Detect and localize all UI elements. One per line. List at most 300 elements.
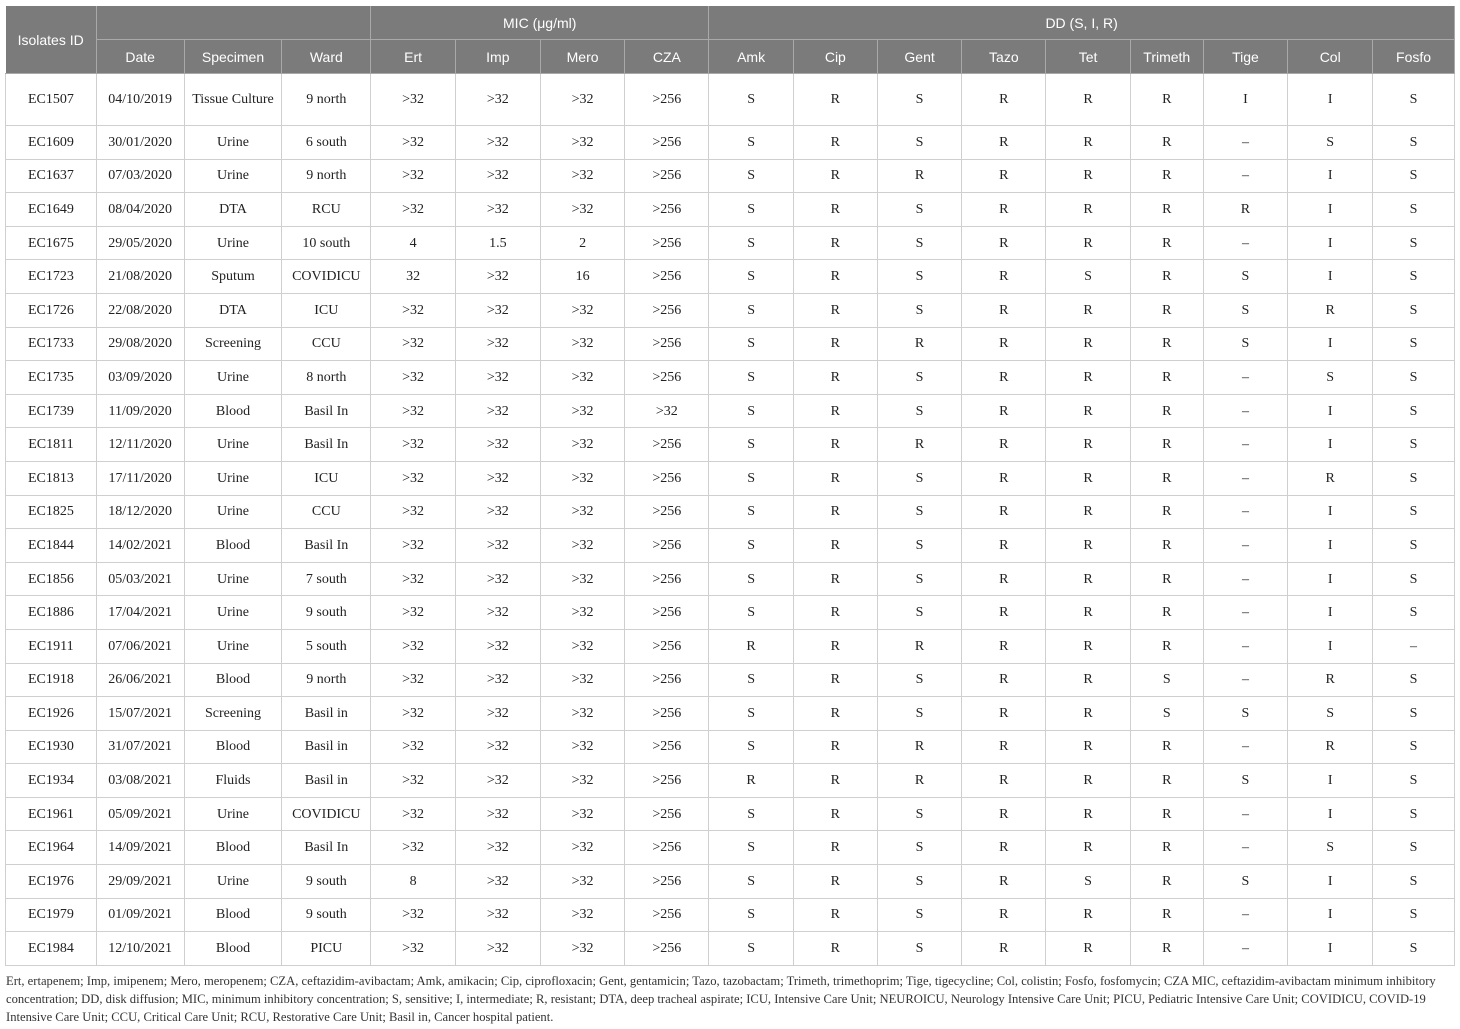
cell-dd-gent: S xyxy=(877,361,962,395)
cell-ward: ICU xyxy=(282,293,371,327)
cell-mic-mero: >32 xyxy=(540,293,625,327)
cell-dd-cip: R xyxy=(793,865,877,899)
cell-mic-cza: >256 xyxy=(625,898,709,932)
cell-dd-col: R xyxy=(1288,293,1373,327)
cell-dd-amk: S xyxy=(709,361,794,395)
header-dd-trimeth: Trimeth xyxy=(1130,40,1203,74)
cell-ward: 9 south xyxy=(282,865,371,899)
cell-ward: 6 south xyxy=(282,126,371,160)
cell-dd-tet: R xyxy=(1046,159,1131,193)
cell-dd-cip: R xyxy=(793,831,877,865)
cell-dd-gent: R xyxy=(877,159,962,193)
cell-dd-fosfo: S xyxy=(1373,293,1455,327)
cell-dd-gent: S xyxy=(877,865,962,899)
cell-mic-ert: >32 xyxy=(371,898,456,932)
header-row-bottom xyxy=(6,40,1455,74)
cell-date: 26/06/2021 xyxy=(96,663,184,697)
cell-mic-ert: >32 xyxy=(371,193,456,227)
cell-dd-cip: R xyxy=(793,126,877,160)
cell-mic-mero: >32 xyxy=(540,663,625,697)
cell-dd-tige: – xyxy=(1203,797,1288,831)
table-row xyxy=(6,293,1455,327)
cell-mic-mero: >32 xyxy=(540,394,625,428)
table-row xyxy=(6,495,1455,529)
cell-dd-trimeth: R xyxy=(1130,831,1203,865)
table-row xyxy=(6,74,1455,126)
cell-dd-gent: S xyxy=(877,126,962,160)
cell-ward: Basil In xyxy=(282,831,371,865)
table-row xyxy=(6,159,1455,193)
cell-dd-tet: R xyxy=(1046,461,1131,495)
cell-dd-cip: R xyxy=(793,461,877,495)
cell-dd-tazo: R xyxy=(962,629,1046,663)
cell-date: 03/08/2021 xyxy=(96,764,184,798)
cell-specimen: Fluids xyxy=(184,764,282,798)
header-mic-group: MIC (μg/ml) xyxy=(371,6,709,40)
cell-dd-tazo: R xyxy=(962,663,1046,697)
cell-dd-gent: S xyxy=(877,226,962,260)
cell-dd-amk: S xyxy=(709,394,794,428)
cell-dd-cip: R xyxy=(793,932,877,966)
cell-dd-col: I xyxy=(1288,629,1373,663)
cell-dd-cip: R xyxy=(793,74,877,126)
cell-dd-cip: R xyxy=(793,226,877,260)
cell-mic-mero: >32 xyxy=(540,529,625,563)
cell-dd-gent: S xyxy=(877,260,962,294)
cell-date: 22/08/2020 xyxy=(96,293,184,327)
cell-mic-imp: >32 xyxy=(455,730,540,764)
cell-dd-cip: R xyxy=(793,159,877,193)
cell-dd-tet: R xyxy=(1046,327,1131,361)
cell-dd-tige: – xyxy=(1203,529,1288,563)
header-dd-fosfo: Fosfo xyxy=(1373,40,1455,74)
cell-mic-mero: >32 xyxy=(540,730,625,764)
cell-mic-cza: >256 xyxy=(625,461,709,495)
cell-dd-gent: S xyxy=(877,193,962,227)
cell-dd-amk: S xyxy=(709,562,794,596)
cell-mic-mero: >32 xyxy=(540,159,625,193)
cell-isolate-id: EC1930 xyxy=(6,730,97,764)
cell-dd-amk: S xyxy=(709,797,794,831)
cell-dd-trimeth: R xyxy=(1130,865,1203,899)
cell-specimen: Urine xyxy=(184,495,282,529)
cell-isolate-id: EC1856 xyxy=(6,562,97,596)
cell-mic-cza: >256 xyxy=(625,697,709,731)
cell-date: 08/04/2020 xyxy=(96,193,184,227)
cell-ward: 9 north xyxy=(282,74,371,126)
cell-dd-col: R xyxy=(1288,730,1373,764)
cell-isolate-id: EC1844 xyxy=(6,529,97,563)
cell-ward: 10 south xyxy=(282,226,371,260)
cell-dd-amk: S xyxy=(709,495,794,529)
cell-isolate-id: EC1733 xyxy=(6,327,97,361)
cell-dd-tet: S xyxy=(1046,260,1131,294)
table-row xyxy=(6,193,1455,227)
cell-dd-fosfo: S xyxy=(1373,529,1455,563)
cell-dd-trimeth: S xyxy=(1130,697,1203,731)
cell-isolate-id: EC1979 xyxy=(6,898,97,932)
cell-dd-col: I xyxy=(1288,193,1373,227)
cell-dd-col: I xyxy=(1288,327,1373,361)
cell-mic-ert: >32 xyxy=(371,596,456,630)
cell-dd-tige: – xyxy=(1203,226,1288,260)
cell-dd-col: I xyxy=(1288,596,1373,630)
cell-dd-col: S xyxy=(1288,361,1373,395)
cell-dd-gent: S xyxy=(877,596,962,630)
cell-dd-gent: S xyxy=(877,831,962,865)
cell-dd-gent: S xyxy=(877,495,962,529)
cell-dd-tazo: R xyxy=(962,361,1046,395)
cell-mic-ert: >32 xyxy=(371,495,456,529)
cell-dd-tige: S xyxy=(1203,697,1288,731)
cell-dd-tige: R xyxy=(1203,193,1288,227)
cell-isolate-id: EC1609 xyxy=(6,126,97,160)
cell-dd-fosfo: S xyxy=(1373,865,1455,899)
header-mic-imp: Imp xyxy=(455,40,540,74)
cell-dd-tige: – xyxy=(1203,663,1288,697)
cell-dd-cip: R xyxy=(793,529,877,563)
cell-specimen: Blood xyxy=(184,663,282,697)
cell-dd-cip: R xyxy=(793,730,877,764)
cell-mic-ert: >32 xyxy=(371,461,456,495)
cell-date: 17/11/2020 xyxy=(96,461,184,495)
cell-date: 21/08/2020 xyxy=(96,260,184,294)
cell-dd-fosfo: S xyxy=(1373,461,1455,495)
cell-date: 05/03/2021 xyxy=(96,562,184,596)
table-row xyxy=(6,629,1455,663)
cell-dd-col: I xyxy=(1288,932,1373,966)
cell-date: 12/10/2021 xyxy=(96,932,184,966)
cell-mic-ert: >32 xyxy=(371,394,456,428)
cell-mic-mero: >32 xyxy=(540,596,625,630)
cell-isolate-id: EC1911 xyxy=(6,629,97,663)
cell-mic-mero: >32 xyxy=(540,865,625,899)
cell-mic-mero: >32 xyxy=(540,697,625,731)
cell-mic-cza: >256 xyxy=(625,74,709,126)
cell-dd-col: I xyxy=(1288,226,1373,260)
cell-specimen: DTA xyxy=(184,293,282,327)
cell-dd-cip: R xyxy=(793,394,877,428)
cell-mic-mero: >32 xyxy=(540,764,625,798)
cell-mic-cza: >256 xyxy=(625,629,709,663)
table-row xyxy=(6,562,1455,596)
cell-mic-imp: >32 xyxy=(455,126,540,160)
cell-date: 14/02/2021 xyxy=(96,529,184,563)
cell-dd-col: R xyxy=(1288,663,1373,697)
header-date: Date xyxy=(96,40,184,74)
cell-dd-trimeth: R xyxy=(1130,327,1203,361)
cell-isolate-id: EC1964 xyxy=(6,831,97,865)
cell-dd-tazo: R xyxy=(962,697,1046,731)
cell-dd-fosfo: S xyxy=(1373,394,1455,428)
cell-date: 07/06/2021 xyxy=(96,629,184,663)
header-dd-tet: Tet xyxy=(1046,40,1131,74)
cell-mic-imp: >32 xyxy=(455,260,540,294)
cell-dd-fosfo: S xyxy=(1373,730,1455,764)
cell-dd-gent: S xyxy=(877,797,962,831)
cell-dd-tet: R xyxy=(1046,596,1131,630)
cell-ward: 9 north xyxy=(282,159,371,193)
cell-dd-fosfo: S xyxy=(1373,831,1455,865)
cell-dd-amk: S xyxy=(709,529,794,563)
cell-dd-fosfo: S xyxy=(1373,361,1455,395)
cell-mic-cza: >256 xyxy=(625,495,709,529)
cell-dd-amk: S xyxy=(709,74,794,126)
cell-dd-gent: R xyxy=(877,428,962,462)
cell-dd-cip: R xyxy=(793,428,877,462)
cell-dd-tige: – xyxy=(1203,932,1288,966)
cell-dd-tige: – xyxy=(1203,495,1288,529)
cell-dd-fosfo: S xyxy=(1373,226,1455,260)
cell-dd-tet: R xyxy=(1046,697,1131,731)
cell-dd-col: I xyxy=(1288,898,1373,932)
cell-mic-cza: >256 xyxy=(625,562,709,596)
cell-specimen: Blood xyxy=(184,529,282,563)
cell-mic-cza: >256 xyxy=(625,193,709,227)
cell-dd-tet: R xyxy=(1046,74,1131,126)
cell-dd-gent: R xyxy=(877,764,962,798)
cell-date: 18/12/2020 xyxy=(96,495,184,529)
cell-ward: Basil In xyxy=(282,529,371,563)
cell-mic-cza: >256 xyxy=(625,797,709,831)
cell-ward: ICU xyxy=(282,461,371,495)
cell-date: 30/01/2020 xyxy=(96,126,184,160)
table-body xyxy=(6,74,1455,966)
cell-isolate-id: EC1637 xyxy=(6,159,97,193)
cell-dd-tige: – xyxy=(1203,361,1288,395)
cell-dd-cip: R xyxy=(793,898,877,932)
table-row xyxy=(6,663,1455,697)
cell-dd-trimeth: R xyxy=(1130,193,1203,227)
cell-dd-col: S xyxy=(1288,697,1373,731)
cell-dd-tet: R xyxy=(1046,562,1131,596)
cell-dd-trimeth: R xyxy=(1130,730,1203,764)
cell-mic-mero: >32 xyxy=(540,898,625,932)
cell-dd-amk: S xyxy=(709,327,794,361)
cell-dd-fosfo: S xyxy=(1373,797,1455,831)
cell-dd-tige: – xyxy=(1203,562,1288,596)
cell-dd-tige: – xyxy=(1203,898,1288,932)
cell-mic-mero: >32 xyxy=(540,361,625,395)
cell-mic-imp: >32 xyxy=(455,529,540,563)
cell-specimen: Urine xyxy=(184,562,282,596)
cell-specimen: Urine xyxy=(184,629,282,663)
cell-date: 29/09/2021 xyxy=(96,865,184,899)
header-dd-tige: Tige xyxy=(1203,40,1288,74)
cell-dd-amk: R xyxy=(709,629,794,663)
cell-dd-tazo: R xyxy=(962,394,1046,428)
table-row xyxy=(6,327,1455,361)
cell-date: 03/09/2020 xyxy=(96,361,184,395)
cell-dd-amk: S xyxy=(709,428,794,462)
cell-specimen: Sputum xyxy=(184,260,282,294)
cell-dd-tige: – xyxy=(1203,596,1288,630)
cell-mic-ert: >32 xyxy=(371,797,456,831)
table-row xyxy=(6,730,1455,764)
cell-dd-tet: R xyxy=(1046,797,1131,831)
cell-mic-cza: >256 xyxy=(625,226,709,260)
cell-isolate-id: EC1961 xyxy=(6,797,97,831)
cell-mic-imp: >32 xyxy=(455,697,540,731)
cell-dd-cip: R xyxy=(793,361,877,395)
cell-dd-cip: R xyxy=(793,663,877,697)
cell-dd-tazo: R xyxy=(962,898,1046,932)
cell-dd-tazo: R xyxy=(962,461,1046,495)
cell-dd-amk: S xyxy=(709,293,794,327)
cell-mic-imp: >32 xyxy=(455,361,540,395)
cell-mic-imp: 1.5 xyxy=(455,226,540,260)
header-dd-group: DD (S, I, R) xyxy=(709,6,1455,40)
cell-mic-imp: >32 xyxy=(455,495,540,529)
cell-dd-fosfo: – xyxy=(1373,629,1455,663)
header-dd-col: Col xyxy=(1288,40,1373,74)
cell-dd-tet: R xyxy=(1046,126,1131,160)
header-dd-tazo: Tazo xyxy=(962,40,1046,74)
cell-dd-tet: R xyxy=(1046,428,1131,462)
cell-mic-mero: >32 xyxy=(540,831,625,865)
cell-ward: 9 south xyxy=(282,596,371,630)
cell-mic-cza: >256 xyxy=(625,596,709,630)
cell-mic-cza: >256 xyxy=(625,293,709,327)
cell-dd-col: I xyxy=(1288,529,1373,563)
cell-isolate-id: EC1507 xyxy=(6,74,97,126)
cell-mic-cza: >256 xyxy=(625,361,709,395)
cell-specimen: Tissue Culture xyxy=(184,74,282,126)
cell-dd-amk: S xyxy=(709,159,794,193)
cell-dd-cip: R xyxy=(793,193,877,227)
cell-dd-tige: S xyxy=(1203,260,1288,294)
cell-ward: Basil in xyxy=(282,697,371,731)
cell-dd-fosfo: S xyxy=(1373,932,1455,966)
cell-ward: Basil in xyxy=(282,764,371,798)
cell-dd-trimeth: R xyxy=(1130,629,1203,663)
cell-dd-trimeth: R xyxy=(1130,260,1203,294)
cell-dd-tazo: R xyxy=(962,293,1046,327)
cell-mic-imp: >32 xyxy=(455,663,540,697)
cell-mic-imp: >32 xyxy=(455,293,540,327)
cell-dd-tige: – xyxy=(1203,159,1288,193)
cell-dd-tazo: R xyxy=(962,495,1046,529)
cell-dd-trimeth: R xyxy=(1130,797,1203,831)
cell-dd-col: S xyxy=(1288,831,1373,865)
cell-date: 11/09/2020 xyxy=(96,394,184,428)
cell-dd-tazo: R xyxy=(962,831,1046,865)
cell-dd-tet: R xyxy=(1046,529,1131,563)
cell-specimen: DTA xyxy=(184,193,282,227)
cell-dd-amk: S xyxy=(709,898,794,932)
cell-mic-imp: >32 xyxy=(455,764,540,798)
cell-ward: COVIDICU xyxy=(282,797,371,831)
cell-dd-cip: R xyxy=(793,697,877,731)
cell-date: 07/03/2020 xyxy=(96,159,184,193)
cell-mic-mero: 2 xyxy=(540,226,625,260)
cell-dd-tazo: R xyxy=(962,193,1046,227)
cell-mic-cza: >256 xyxy=(625,327,709,361)
cell-mic-imp: >32 xyxy=(455,74,540,126)
cell-dd-fosfo: S xyxy=(1373,898,1455,932)
header-isolates-id: Isolates ID xyxy=(6,6,97,74)
cell-dd-amk: R xyxy=(709,764,794,798)
cell-dd-tazo: R xyxy=(962,260,1046,294)
cell-mic-imp: >32 xyxy=(455,159,540,193)
cell-dd-col: S xyxy=(1288,126,1373,160)
cell-specimen: Urine xyxy=(184,159,282,193)
cell-dd-trimeth: S xyxy=(1130,663,1203,697)
cell-isolate-id: EC1649 xyxy=(6,193,97,227)
cell-mic-cza: >256 xyxy=(625,764,709,798)
cell-isolate-id: EC1926 xyxy=(6,697,97,731)
cell-mic-imp: >32 xyxy=(455,428,540,462)
cell-dd-tige: S xyxy=(1203,327,1288,361)
cell-mic-cza: >256 xyxy=(625,529,709,563)
cell-dd-col: R xyxy=(1288,461,1373,495)
cell-dd-amk: S xyxy=(709,126,794,160)
cell-ward: CCU xyxy=(282,327,371,361)
cell-mic-cza: >256 xyxy=(625,260,709,294)
table-row xyxy=(6,898,1455,932)
cell-dd-trimeth: R xyxy=(1130,764,1203,798)
cell-dd-tige: – xyxy=(1203,394,1288,428)
cell-dd-gent: S xyxy=(877,529,962,563)
cell-mic-ert: >32 xyxy=(371,74,456,126)
cell-mic-ert: >32 xyxy=(371,293,456,327)
cell-mic-cza: >256 xyxy=(625,865,709,899)
cell-specimen: Urine xyxy=(184,361,282,395)
cell-ward: RCU xyxy=(282,193,371,227)
cell-dd-fosfo: S xyxy=(1373,663,1455,697)
cell-dd-trimeth: R xyxy=(1130,932,1203,966)
cell-mic-ert: 32 xyxy=(371,260,456,294)
cell-dd-tet: R xyxy=(1046,764,1131,798)
cell-dd-amk: S xyxy=(709,226,794,260)
cell-mic-ert: >32 xyxy=(371,831,456,865)
cell-dd-cip: R xyxy=(793,764,877,798)
cell-dd-trimeth: R xyxy=(1130,394,1203,428)
cell-dd-cip: R xyxy=(793,797,877,831)
cell-ward: Basil In xyxy=(282,394,371,428)
cell-date: 01/09/2021 xyxy=(96,898,184,932)
cell-ward: Basil In xyxy=(282,428,371,462)
cell-mic-mero: >32 xyxy=(540,932,625,966)
cell-dd-fosfo: S xyxy=(1373,159,1455,193)
cell-dd-tazo: R xyxy=(962,74,1046,126)
table-row xyxy=(6,428,1455,462)
cell-dd-tige: S xyxy=(1203,764,1288,798)
cell-mic-cza: >256 xyxy=(625,428,709,462)
cell-isolate-id: EC1726 xyxy=(6,293,97,327)
cell-dd-trimeth: R xyxy=(1130,529,1203,563)
cell-dd-tige: – xyxy=(1203,730,1288,764)
cell-dd-fosfo: S xyxy=(1373,697,1455,731)
cell-dd-tet: R xyxy=(1046,629,1131,663)
cell-dd-col: I xyxy=(1288,159,1373,193)
cell-dd-col: I xyxy=(1288,764,1373,798)
cell-mic-ert: >32 xyxy=(371,428,456,462)
cell-dd-gent: S xyxy=(877,898,962,932)
cell-dd-tazo: R xyxy=(962,797,1046,831)
table-row xyxy=(6,361,1455,395)
table-container xyxy=(5,6,1455,1026)
cell-dd-gent: S xyxy=(877,932,962,966)
cell-dd-tazo: R xyxy=(962,730,1046,764)
cell-mic-mero: >32 xyxy=(540,126,625,160)
cell-isolate-id: EC1886 xyxy=(6,596,97,630)
cell-mic-ert: >32 xyxy=(371,730,456,764)
cell-dd-fosfo: S xyxy=(1373,428,1455,462)
cell-dd-trimeth: R xyxy=(1130,361,1203,395)
table-row xyxy=(6,394,1455,428)
cell-dd-tet: R xyxy=(1046,495,1131,529)
